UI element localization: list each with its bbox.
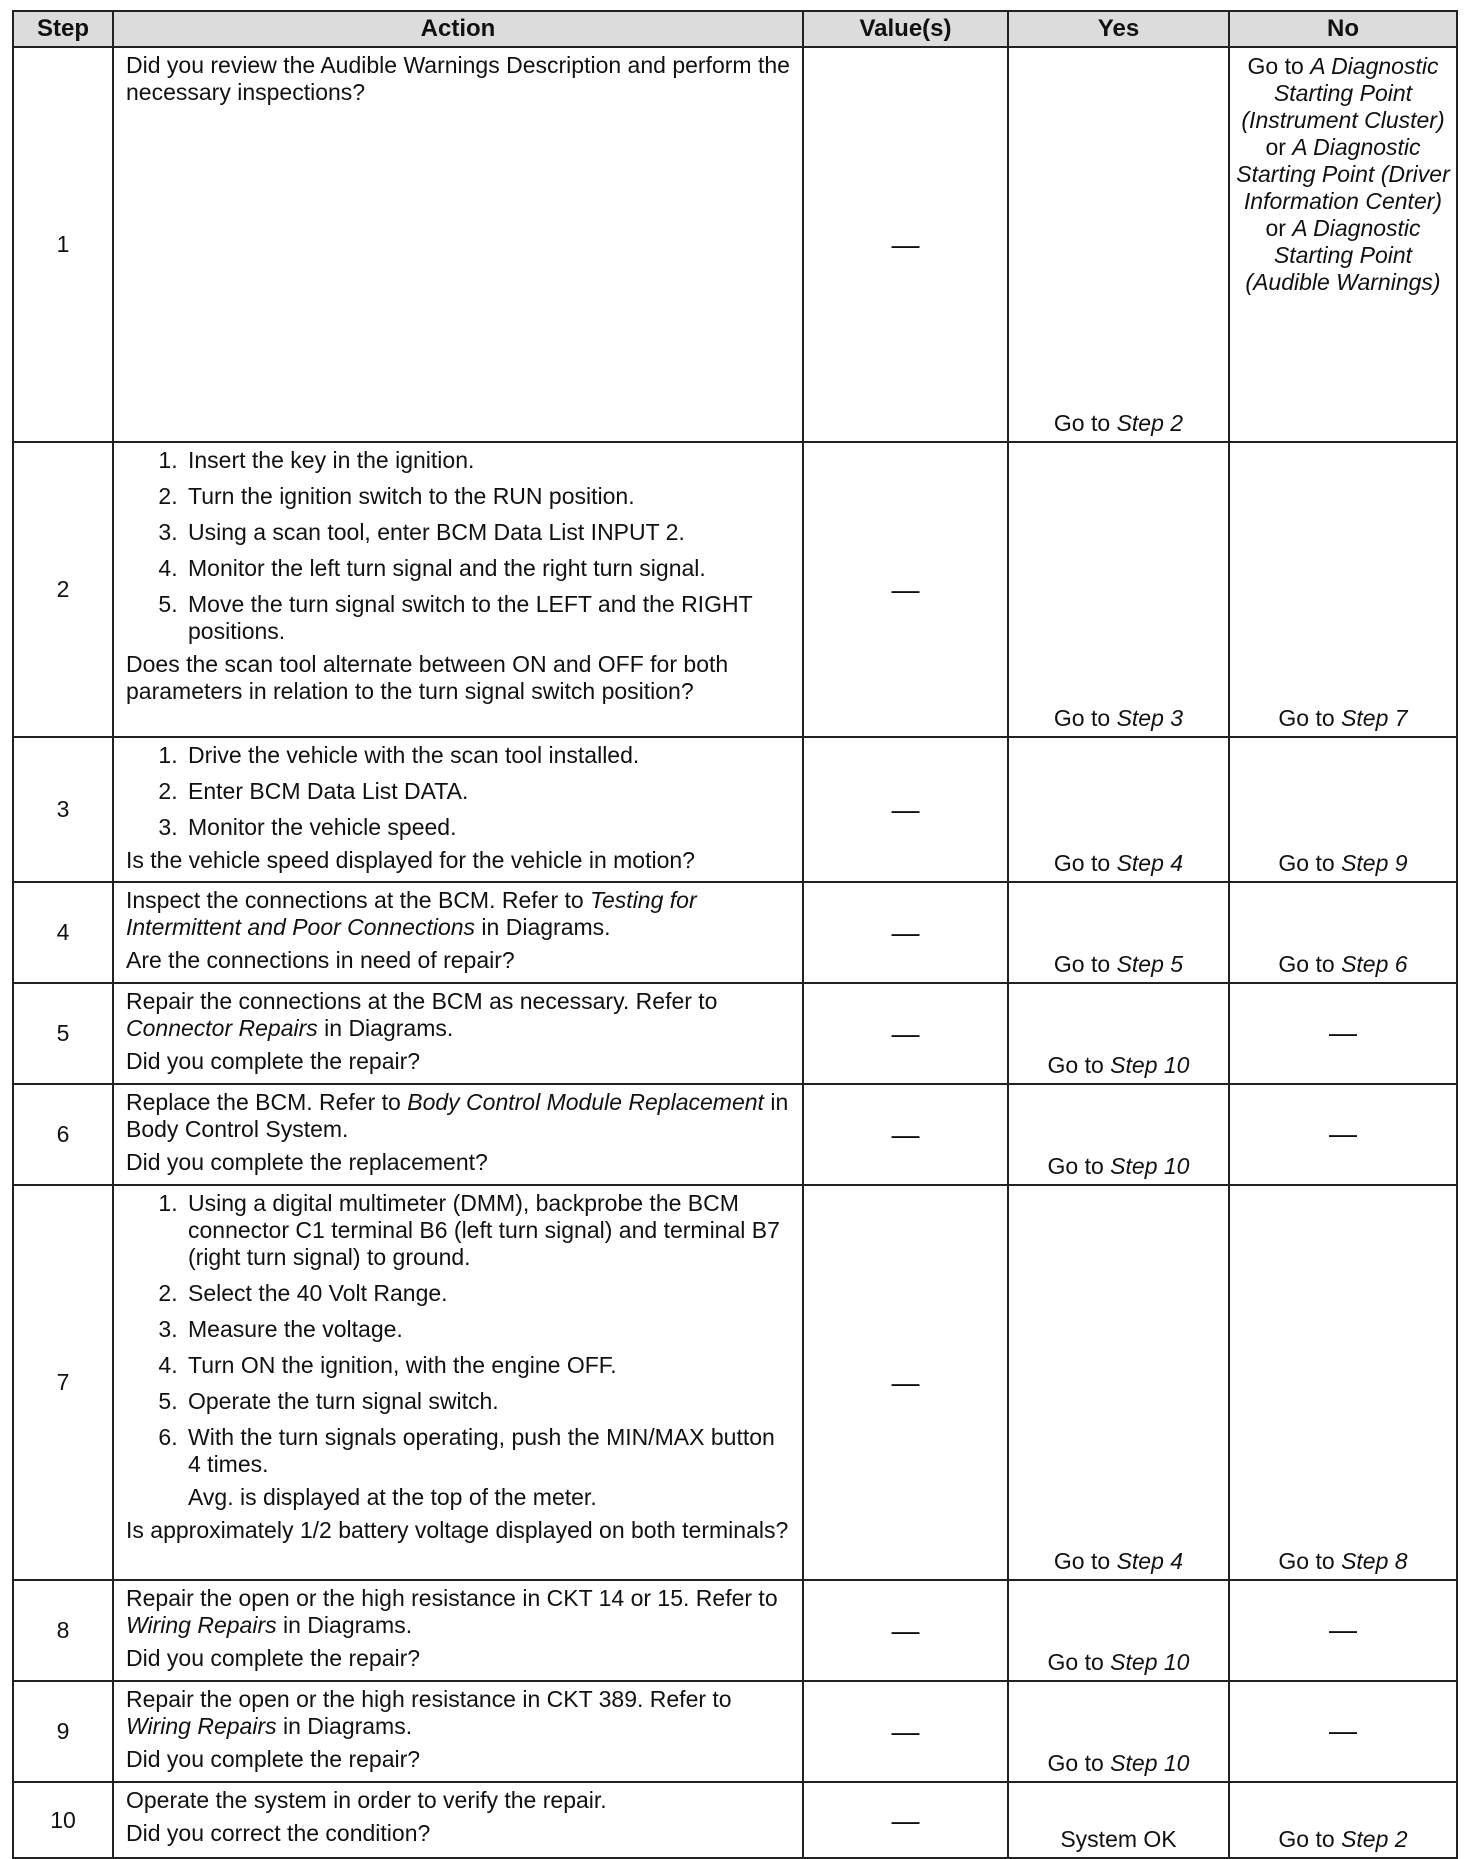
diagnostic-table <box>12 10 1458 1859</box>
yes-prefix: Go to <box>1053 1548 1111 1574</box>
step-number: 2 <box>13 442 113 737</box>
action-cell <box>113 1782 803 1858</box>
instruction-tail: in Diagrams. <box>276 1713 413 1739</box>
instruction-text <box>126 1686 792 1740</box>
yes-step-link[interactable]: Step 10 <box>1110 1750 1190 1776</box>
action-cell <box>113 737 803 882</box>
instruction-tail: in Body Control System. <box>126 1089 789 1142</box>
yes-step-link[interactable]: Step 10 <box>1110 1649 1190 1675</box>
no-cell <box>1229 47 1457 442</box>
yes-step-link[interactable]: Step 2 <box>1116 410 1184 436</box>
instruction-tail: in Diagrams. <box>276 1612 413 1638</box>
yes-prefix: Go to <box>1047 1153 1104 1179</box>
instruction-lead: Repair the open or the high resistance in CKT 389. Refer to <box>126 1686 732 1712</box>
yes-step-link[interactable]: Step 3 <box>1116 705 1184 731</box>
header-row <box>13 11 1457 47</box>
no-prefix: Go to <box>1278 705 1335 731</box>
no-text: or <box>1265 134 1293 160</box>
value-cell: — <box>803 1681 1008 1782</box>
no-cell: — <box>1229 1084 1457 1185</box>
action-cell <box>113 47 803 442</box>
no-prefix: Go to <box>1278 1826 1335 1852</box>
step-number: 1 <box>13 47 113 442</box>
diagnostic-table-document <box>12 10 1456 1859</box>
header-values: Value(s) <box>803 11 1008 47</box>
value-cell: — <box>803 1084 1008 1185</box>
instruction-tail: in Diagrams. <box>475 914 611 940</box>
action-cell <box>113 1185 803 1580</box>
action-cell <box>113 882 803 983</box>
yes-cell <box>1008 47 1229 442</box>
procedure-step: 3. Monitor the vehicle speed. <box>184 814 792 841</box>
yes-prefix: Go to <box>1053 410 1111 436</box>
instruction-lead: Replace the BCM. Refer to <box>126 1089 408 1115</box>
yes-cell <box>1008 1580 1229 1681</box>
yes-prefix: Go to <box>1047 1052 1104 1078</box>
yes-cell <box>1008 1185 1229 1580</box>
question-text: Did you complete the repair? <box>126 1645 421 1671</box>
no-link[interactable]: A Diagnostic Starting Point (Audible Warnings) <box>1245 215 1441 295</box>
no-cell: — <box>1229 1580 1457 1681</box>
procedure-step: 2. Select the 40 Volt Range. <box>184 1280 792 1307</box>
no-text: or <box>1265 215 1293 241</box>
instruction-lead: Repair the open or the high resistance in CKT 14 or 15. Refer to <box>126 1585 778 1611</box>
step-number: 9 <box>13 1681 113 1782</box>
action-cell <box>113 1084 803 1185</box>
table-row-step-6 <box>13 1084 1457 1185</box>
procedure-step: 2. Enter BCM Data List DATA. <box>184 778 792 805</box>
yes-prefix: Go to <box>1053 951 1111 977</box>
instruction-lead: Inspect the connections at the BCM. Refer to <box>126 887 591 913</box>
instruction-lead: Repair the connections at the BCM as necessary. Refer to <box>126 988 718 1014</box>
no-link[interactable]: A Diagnostic Starting Point (Driver Information Center) <box>1236 134 1450 214</box>
value-cell: — <box>803 47 1008 442</box>
no-step-link[interactable]: Step 9 <box>1341 850 1408 876</box>
table-row-step-5 <box>13 983 1457 1084</box>
header-step: Step <box>13 11 113 47</box>
procedure-step: 6. With the turn signals operating, push the MIN/MAX button 4 times. <box>184 1424 792 1478</box>
value-cell: — <box>803 983 1008 1084</box>
yes-step-link[interactable]: Step 5 <box>1116 951 1184 977</box>
yes-cell <box>1008 882 1229 983</box>
question-text: Is the vehicle speed displayed for the vehicle in motion? <box>126 847 695 873</box>
table-row-step-7 <box>13 1185 1457 1580</box>
yes-cell <box>1008 737 1229 882</box>
value-cell: — <box>803 1782 1008 1858</box>
reference-link[interactable]: Connector Repairs <box>126 1015 318 1041</box>
no-step-link[interactable]: Step 6 <box>1341 951 1408 977</box>
action-cell <box>113 1681 803 1782</box>
no-step-link[interactable]: Step 2 <box>1341 1826 1408 1852</box>
yes-step-link[interactable]: Step 4 <box>1116 1548 1184 1574</box>
instruction-text: Operate the system in order to verify the repair. <box>126 1787 607 1813</box>
action-cell <box>113 983 803 1084</box>
question-text: Did you complete the repair? <box>126 1048 421 1074</box>
instruction-text <box>126 1585 792 1639</box>
reference-link[interactable]: Wiring Repairs <box>126 1713 277 1739</box>
value-cell: — <box>803 1185 1008 1580</box>
no-cell <box>1229 442 1457 737</box>
step-number: 10 <box>13 1782 113 1858</box>
procedure-list <box>126 1190 792 1478</box>
procedure-step: 4. Turn ON the ignition, with the engine OFF. <box>184 1352 792 1379</box>
yes-prefix: Go to <box>1047 1649 1104 1675</box>
question-text: Did you review the Audible Warnings Description and perform the necessary inspections? <box>126 52 790 105</box>
step-number: 8 <box>13 1580 113 1681</box>
no-prefix: Go to <box>1278 1548 1335 1574</box>
table-row-step-4 <box>13 882 1457 983</box>
procedure-step: 1. Insert the key in the ignition. <box>184 447 792 474</box>
step-number: 6 <box>13 1084 113 1185</box>
reference-link[interactable]: Body Control Module Replacement <box>407 1089 764 1115</box>
reference-link[interactable]: Testing for Intermittent and Poor Connections <box>126 887 697 940</box>
step-number: 7 <box>13 1185 113 1580</box>
yes-cell <box>1008 1084 1229 1185</box>
procedure-list <box>126 447 792 645</box>
action-cell <box>113 442 803 737</box>
table-row-step-1 <box>13 47 1457 442</box>
procedure-step: 2. Turn the ignition switch to the RUN position. <box>184 483 792 510</box>
instruction-text <box>126 988 792 1042</box>
header-yes: Yes <box>1008 11 1229 47</box>
question-text: Is approximately 1/2 battery voltage displayed on both terminals? <box>126 1517 789 1543</box>
no-cell <box>1229 1185 1457 1580</box>
question-text: Did you complete the replacement? <box>126 1149 488 1175</box>
no-cell: — <box>1229 983 1457 1084</box>
yes-cell <box>1008 442 1229 737</box>
question-text: Are the connections in need of repair? <box>126 947 515 973</box>
no-cell: — <box>1229 1681 1457 1782</box>
table-row-step-10 <box>13 1782 1457 1858</box>
step-number: 3 <box>13 737 113 882</box>
yes-prefix: Go to <box>1053 705 1111 731</box>
instruction-text <box>126 887 792 941</box>
table-row-step-2 <box>13 442 1457 737</box>
step-number: 4 <box>13 882 113 983</box>
yes-cell <box>1008 1681 1229 1782</box>
instruction-tail: in Diagrams. <box>317 1015 454 1041</box>
header-action: Action <box>113 11 803 47</box>
step-number: 5 <box>13 983 113 1084</box>
procedure-step: 3. Measure the voltage. <box>184 1316 792 1343</box>
no-cell <box>1229 882 1457 983</box>
reference-link[interactable]: Wiring Repairs <box>126 1612 277 1638</box>
no-prefix: Go to <box>1278 951 1335 977</box>
no-step-link[interactable]: Step 7 <box>1341 705 1408 731</box>
yes-cell: System OK <box>1008 1782 1229 1858</box>
yes-prefix: Go to <box>1053 850 1111 876</box>
header-no: No <box>1229 11 1457 47</box>
question-text: Did you correct the condition? <box>126 1820 431 1846</box>
yes-step-link[interactable]: Step 4 <box>1116 850 1184 876</box>
no-prefix: Go to <box>1278 850 1335 876</box>
yes-prefix: Go to <box>1047 1750 1104 1776</box>
question-text: Did you complete the repair? <box>126 1746 421 1772</box>
yes-step-link[interactable]: Step 10 <box>1110 1153 1190 1179</box>
value-cell: — <box>803 882 1008 983</box>
value-cell: — <box>803 1580 1008 1681</box>
procedure-step: 4. Monitor the left turn signal and the right turn signal. <box>184 555 792 582</box>
no-link[interactable]: A Diagnostic Starting Point (Instrument Cluster) <box>1241 53 1445 133</box>
no-step-link[interactable]: Step 8 <box>1341 1548 1408 1574</box>
procedure-step: 1. Using a digital multimeter (DMM), backprobe the BCM connector C1 terminal B6 (left turn signal) and terminal B7 (right turn signal) to ground. <box>184 1190 792 1271</box>
table-row-step-8 <box>13 1580 1457 1681</box>
procedure-step: 5. Move the turn signal switch to the LEFT and the RIGHT positions. <box>184 591 792 645</box>
yes-cell <box>1008 983 1229 1084</box>
procedure-step: 1. Drive the vehicle with the scan tool installed. <box>184 742 792 769</box>
procedure-step: 5. Operate the turn signal switch. <box>184 1388 792 1415</box>
no-cell <box>1229 1782 1457 1858</box>
yes-step-link[interactable]: Step 10 <box>1110 1052 1190 1078</box>
procedure-note: Avg. is displayed at the top of the meter. <box>188 1484 597 1510</box>
table-row-step-3 <box>13 737 1457 882</box>
procedure-list <box>126 742 792 841</box>
question-text: Does the scan tool alternate between ON and OFF for both parameters in relation to the turn signal switch position? <box>126 651 729 704</box>
procedure-step: 3. Using a scan tool, enter BCM Data List INPUT 2. <box>184 519 792 546</box>
no-text: Go to <box>1247 53 1311 79</box>
action-cell <box>113 1580 803 1681</box>
value-cell: — <box>803 737 1008 882</box>
no-cell <box>1229 737 1457 882</box>
table-row-step-9 <box>13 1681 1457 1782</box>
value-cell: — <box>803 442 1008 737</box>
instruction-text <box>126 1089 792 1143</box>
